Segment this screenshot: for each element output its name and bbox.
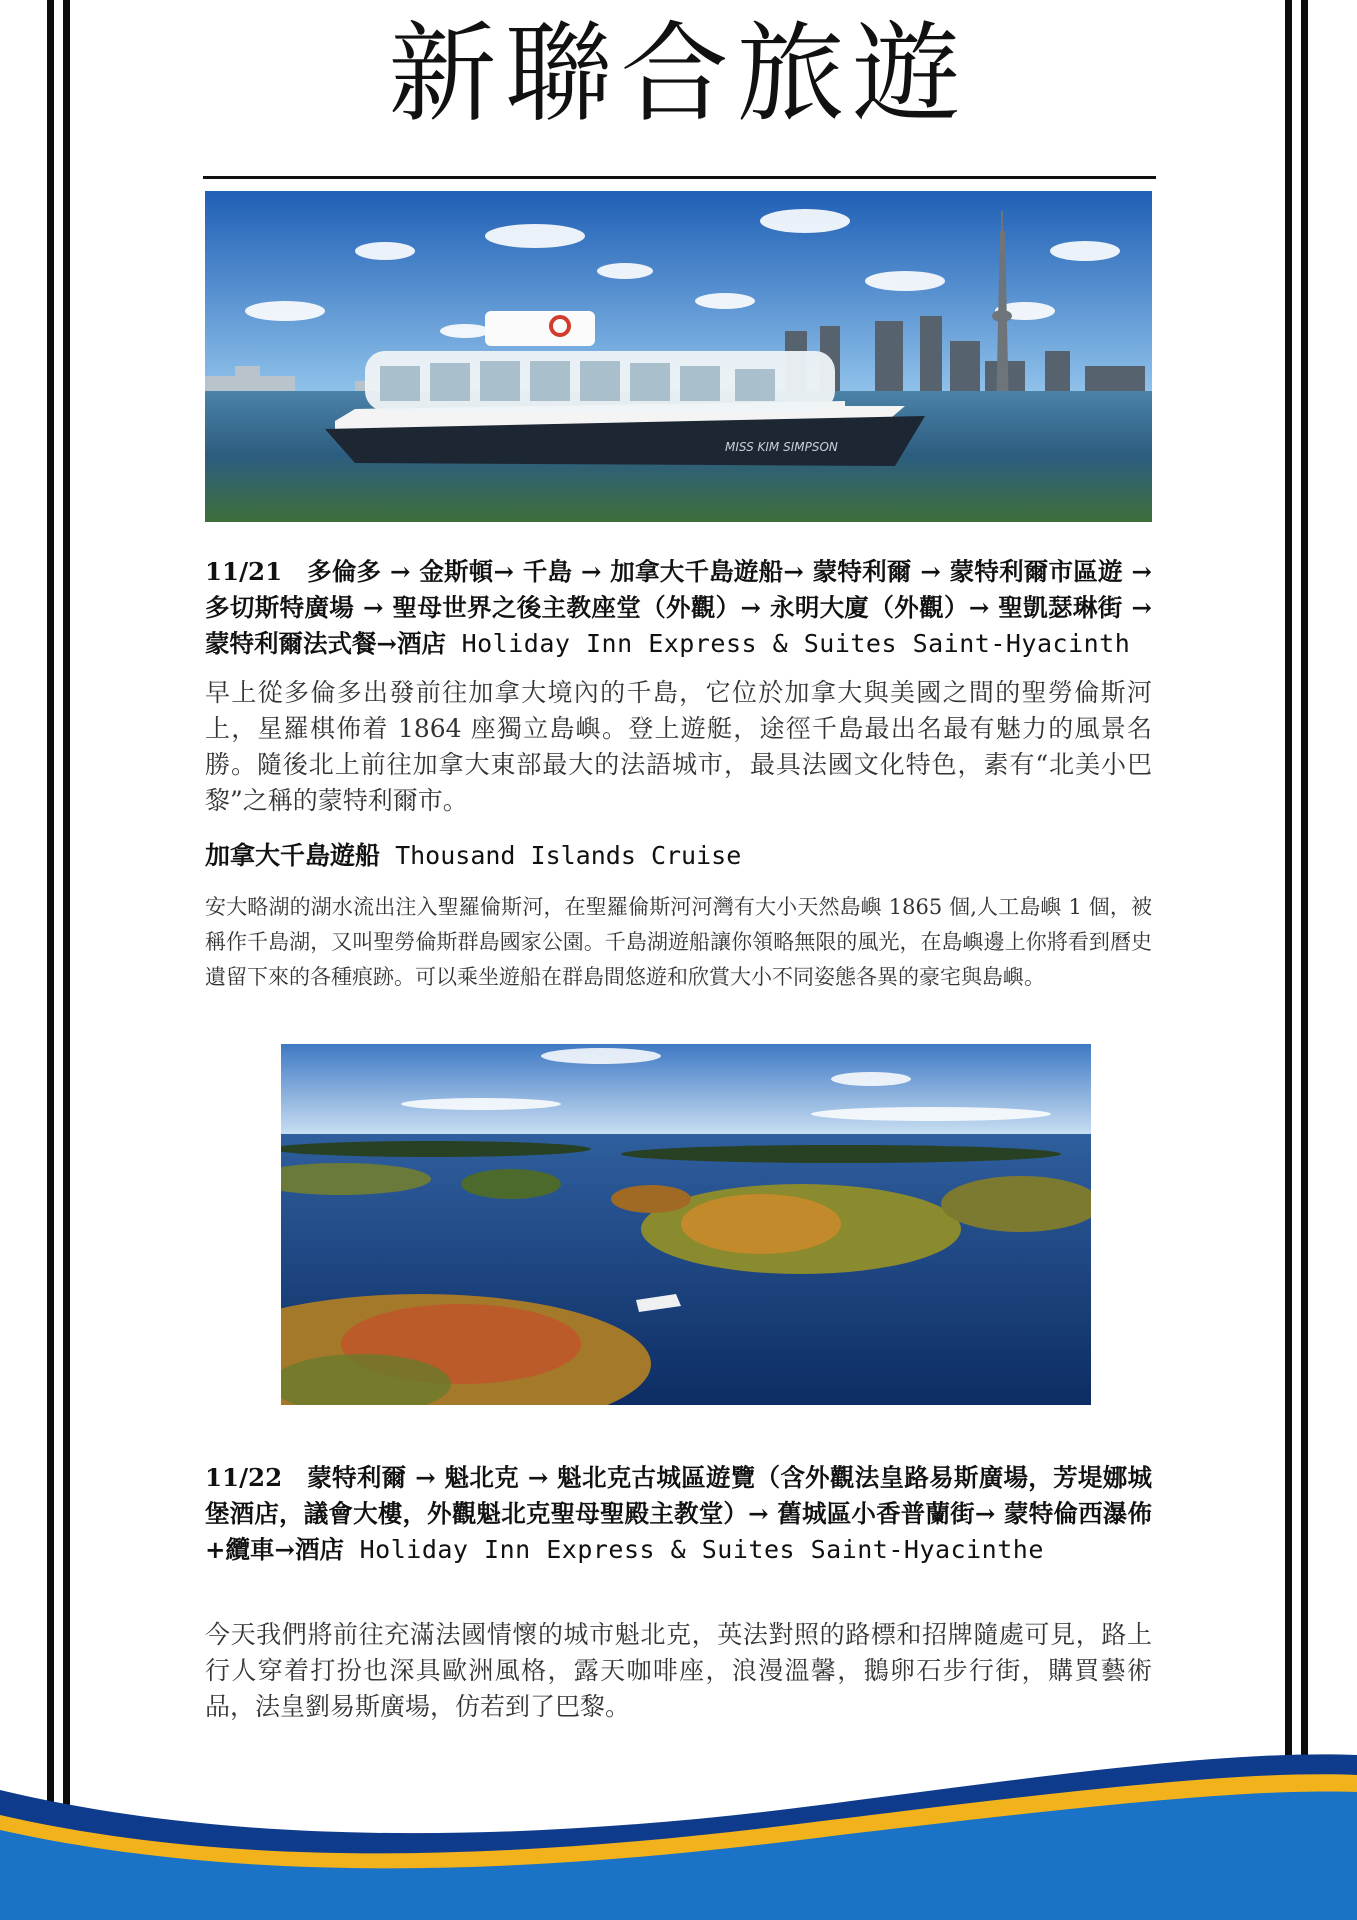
cruise-title-zh: 加拿大千島遊船: [205, 841, 381, 870]
cruise-heading: [205, 838, 741, 874]
thousand-islands-photo: [281, 1044, 1091, 1405]
day1-route: 11/21 多倫多 → 金斯頓→ 千島 → 加拿大千島遊船→ 蒙特利爾 → 蒙特利爾市區遊 → 多切斯特廣場 → 聖母世界之後主教座堂（外觀）→ 永明大廈（外觀）→ 聖凱瑟琳街 →蒙特利爾法式餐→酒店: [205, 557, 1152, 658]
left-frame-line-inner: [63, 0, 70, 1920]
footer-wave: [0, 1730, 1357, 1920]
cruise-description: 安大略湖的湖水流出注入聖羅倫斯河，在聖羅倫斯河河灣有大小天然島嶼 1865 個,人工島嶼 1 個，被稱作千島湖，又叫聖勞倫斯群島國家公園。千島湖遊船讓你領略無限的風光，在島嶼邊上你將看到曆史遺留下來的各種痕跡。可以乘坐遊船在群島間悠遊和欣賞大小不同姿態各異的豪宅與島嶼。: [205, 895, 1152, 989]
toronto-ferry-photo: [205, 191, 1152, 522]
day1-description: 早上從多倫多出發前往加拿大境內的千島，它位於加拿大與美國之間的聖勞倫斯河上，星羅棋佈着 1864 座獨立島嶼。登上遊艇，途徑千島最出名最有魅力的風景名勝。隨後北上前往加拿大東部最大的法語城市，最具法國文化特色，素有“北美小巴黎”之稱的蒙特利爾市。: [205, 678, 1152, 815]
boat-name: MISS KIM SIMPSON: [725, 440, 838, 454]
title-rule: [203, 176, 1156, 179]
day1-hotel: Holiday Inn Express & Suites Saint-Hyacinth: [446, 629, 1131, 658]
right-frame-line-outer: [1301, 0, 1308, 1920]
day1-itinerary-heading: [205, 554, 1152, 662]
day2-route: 11/22 蒙特利爾 → 魁北克 → 魁北克古城區遊覽（含外觀法皇路易斯廣場，芳堤娜城堡酒店，議會大樓，外觀魁北克聖母聖殿主教堂）→ 舊城區小香普蘭街→ 蒙特倫西瀑佈+纜車→酒店: [205, 1463, 1152, 1564]
day2-itinerary-heading: [205, 1460, 1152, 1568]
right-frame-line-inner: [1285, 0, 1292, 1920]
cruise-title-en: Thousand Islands Cruise: [380, 841, 742, 870]
day2-hotel: Holiday Inn Express & Suites Saint-Hyacinthe: [344, 1535, 1044, 1564]
day2-description: 今天我們將前往充滿法國情懷的城市魁北克，英法對照的路標和招牌隨處可見，路上行人穿着打扮也深具歐洲風格，露天咖啡座，浪漫溫馨，鵝卵石步行街，購買藝術品，法皇劉易斯廣場，仿若到了巴黎。: [205, 1620, 1152, 1721]
brand-title: 新聯合旅遊: [388, 12, 969, 137]
left-frame-line-outer: [47, 0, 54, 1920]
